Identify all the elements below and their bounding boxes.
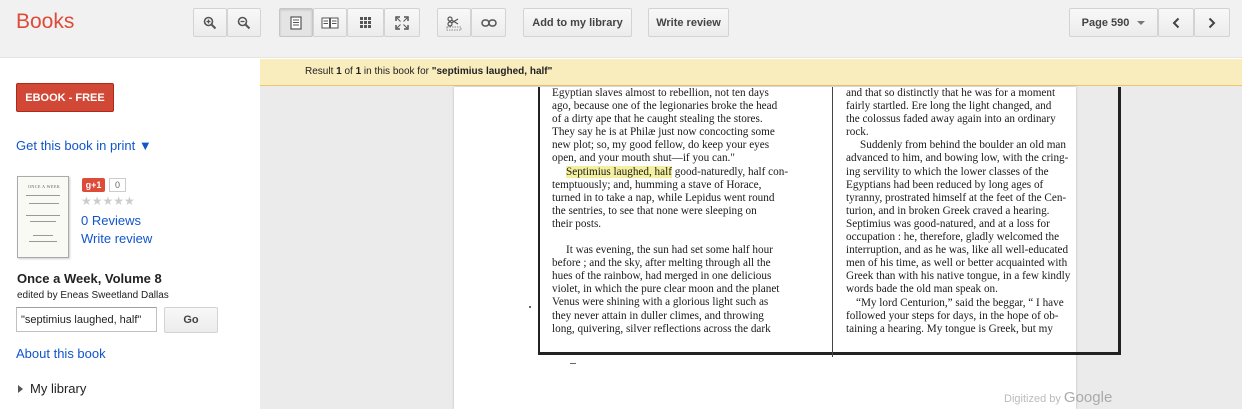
single-page-view-button[interactable] (279, 8, 313, 37)
text-line: followed your steps for days, in the hope of ob- (846, 309, 1059, 322)
scan-speck (570, 363, 576, 364)
text-line: They say he is at Philæ just now concocting some (552, 126, 775, 139)
search-highlight: Septimius laughed, half (566, 165, 672, 178)
thumbnail-view-button[interactable] (347, 8, 384, 37)
triangle-right-icon (18, 385, 23, 393)
rating-stars: ★★★★★ (81, 194, 135, 208)
zoom-in-icon (203, 16, 217, 30)
text-column-left (552, 87, 822, 336)
scissors-icon (446, 15, 462, 31)
text-line: hues of the rainbow, had merged in one delicious (552, 270, 772, 283)
result-prefix: Result (305, 66, 337, 77)
cover-line (33, 235, 53, 236)
text-line: words bade the old man speak on. (846, 283, 998, 296)
book-editor: edited by Eneas Sweetland Dallas (17, 290, 169, 301)
about-this-book-link[interactable]: About this book (16, 346, 106, 361)
text-column-right (846, 87, 1112, 336)
cover-line (26, 195, 60, 196)
add-to-library-button[interactable]: Add to my library (523, 8, 632, 37)
sidebar (0, 59, 260, 409)
result-index: 1 (336, 66, 342, 77)
my-library-item[interactable] (18, 381, 86, 396)
text-line: men of his time, as well or better acquainted with (846, 257, 1068, 270)
text-line: occupation : he, therefore, gladly welcomed the (846, 231, 1060, 244)
google-wordmark: Google (1063, 389, 1113, 406)
previous-page-button[interactable] (1158, 8, 1194, 37)
chevron-right-icon (1208, 17, 1216, 29)
link-button[interactable] (471, 8, 506, 37)
digitized-by-google (1004, 389, 1112, 406)
go-button[interactable]: Go (164, 307, 218, 333)
write-review-button[interactable]: Write review (648, 8, 729, 37)
text-line: fairly startled. Ere long the light changed, and (846, 100, 1052, 113)
text-line: Greek than with his native tongue, in a few kindly (846, 270, 1071, 283)
cover-line (26, 215, 60, 216)
text-line: Suddenly from behind the boulder an old man (860, 139, 1066, 152)
result-query: "septimius laughed, half" (431, 66, 553, 77)
text-line: violet, in which the pure clear moon and the planet (552, 283, 780, 296)
next-page-button[interactable] (1194, 8, 1230, 37)
cover-line (30, 221, 56, 222)
text-line: interruption, and as he was, like all well-educated (846, 244, 1069, 257)
my-library-label: My library (30, 381, 87, 396)
text-line: temptuously; and, humming a stave of Horace, (552, 178, 762, 191)
plus-one-count: 0 (109, 178, 126, 192)
fullscreen-button[interactable] (384, 8, 420, 37)
text-line: tyranny, prostrated himself at the feet of the Cen- (846, 191, 1067, 204)
digitized-prefix: Digitized by (1004, 393, 1064, 405)
text-line: before ; and the sky, after melting through all the (552, 257, 771, 270)
text-line: advanced to him, and bowing low, with the cring- (846, 152, 1069, 165)
grid-icon (359, 16, 372, 29)
text-line: open, and your mouth shut—if you can." (552, 152, 735, 165)
text-line: Egyptian slaves almost to rebellion, not ten days (552, 87, 769, 99)
text-line: their posts. (552, 217, 602, 230)
chevron-down-icon (1137, 21, 1145, 25)
column-divider (832, 87, 833, 357)
book-page[interactable] (454, 87, 1113, 409)
text-line: ago, because one of the legionaries broke the head (552, 100, 778, 113)
chevron-left-icon (1172, 17, 1180, 29)
zoom-out-icon (237, 16, 251, 30)
page-select-dropdown[interactable] (1069, 8, 1158, 37)
text-line: they never attain in duller climes, and throwing (552, 309, 764, 322)
books-logo[interactable]: Books (16, 10, 75, 33)
cover-title: ONCE A WEEK (28, 184, 61, 189)
search-in-book-input[interactable] (16, 307, 157, 332)
text-line: turion, and in broken Greek craved a hearing. (846, 204, 1050, 217)
text-line: and that so distinctly that he was for a moment (846, 87, 1056, 99)
two-page-view-button[interactable] (313, 8, 347, 37)
zoom-out-button[interactable] (227, 8, 261, 37)
top-toolbar (0, 0, 1242, 58)
text-line: ing servility to which the lower classes of the (846, 165, 1049, 178)
book-viewer[interactable] (260, 59, 1242, 409)
text-line: of a dirty ape that he caught stealing the stores. (552, 113, 763, 126)
text-line: turned in to take a nap, while Lepidus went round (552, 191, 775, 204)
ebook-free-button[interactable]: EBOOK - FREE (16, 83, 114, 112)
text-line: the colossus faded away again into an ordinary (846, 113, 1056, 126)
result-of: of (341, 66, 356, 77)
zoom-in-button[interactable] (193, 8, 227, 37)
paragraph-gap (552, 231, 822, 244)
book-title: Once a Week, Volume 8 (17, 271, 162, 286)
clip-button[interactable] (437, 8, 471, 37)
write-review-link[interactable]: Write review (81, 231, 153, 246)
fullscreen-icon (395, 16, 409, 30)
search-result-bar (260, 59, 1242, 86)
reviews-link[interactable]: 0 Reviews (81, 213, 141, 228)
get-in-print-link[interactable]: Get this book in print ▼ (16, 138, 152, 153)
cover-line (29, 241, 57, 242)
single-page-icon (290, 16, 302, 30)
two-page-icon (321, 16, 339, 30)
text-line: Venus were shining with a glorious light such as (552, 296, 769, 309)
scan-speck (529, 306, 531, 308)
text-line: taining a hearing. My tongue is Greek, but my (846, 322, 1053, 335)
result-total: 1 (355, 66, 362, 77)
book-cover[interactable] (17, 176, 69, 258)
link-icon (481, 18, 497, 28)
text-line (552, 166, 822, 179)
text-line: It was evening, the sun had set some half hour (566, 244, 773, 257)
text-line: rock. (846, 126, 869, 139)
text-line: new plot; so, my good fellow, do keep your eyes (552, 139, 770, 152)
text-line: Egyptians had been reduced by long ages of (846, 178, 1044, 191)
text-line: Septimius was good-natured, and at a loss for (846, 217, 1050, 230)
cover-line (29, 203, 59, 204)
result-mid: in this book for (361, 66, 432, 77)
page-select-label: Page 590 (1081, 16, 1130, 29)
text-line: long, quivering, silver reflections across the dark (552, 322, 771, 335)
text-line-rest: good-naturedly, half con- (671, 165, 789, 178)
text-line: the sentries, to see that none were sleeping on (552, 204, 757, 217)
google-plus-one-button[interactable]: g+1 (82, 178, 105, 192)
text-line: “My lord Centurion,” said the beggar, “ I have (856, 296, 1064, 309)
